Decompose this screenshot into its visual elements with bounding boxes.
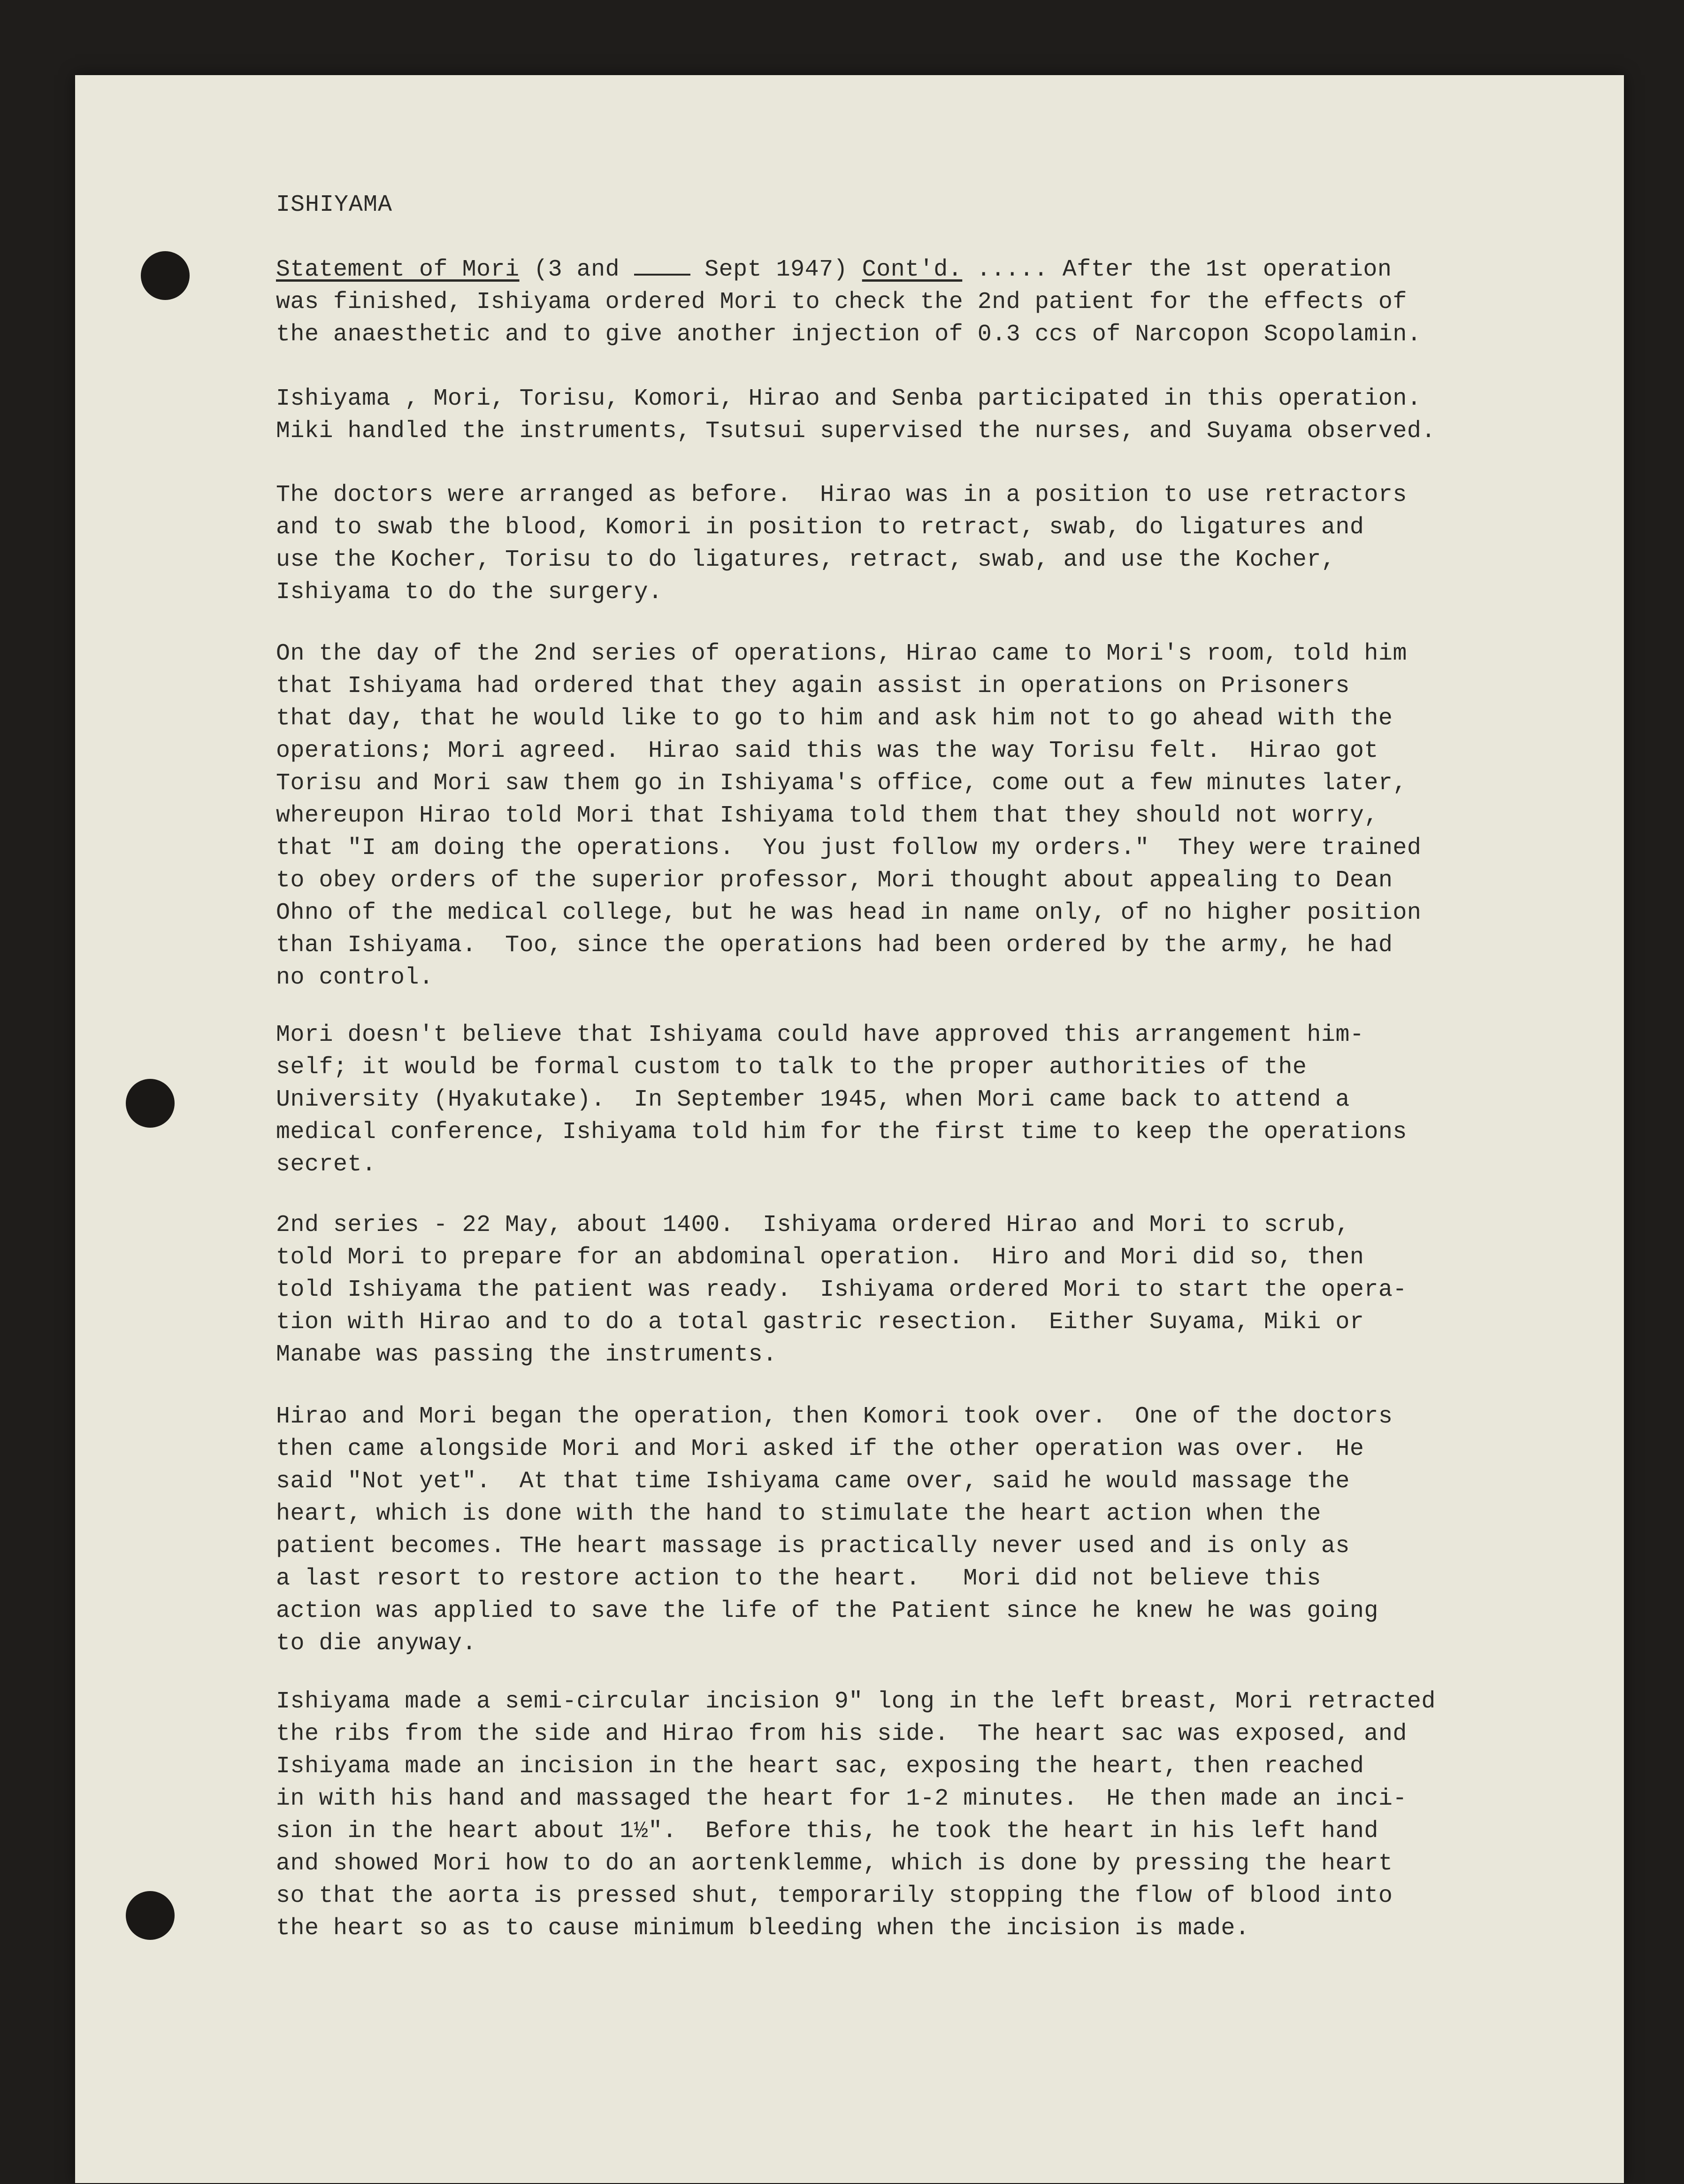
paragraph-line: to obey orders of the superior professor, Mori thought about appealing to Dean xyxy=(276,867,1393,894)
paragraph-incision xyxy=(276,1685,1600,1945)
paragraph-line: Ishiyama , Mori, Torisu, Komori, Hirao and Senba participated in this operation. xyxy=(276,385,1422,412)
paragraph-line: the heart so as to cause minimum bleeding when the incision is made. xyxy=(276,1915,1250,1942)
paragraph-line: Miki handled the instruments, Tsutsui supervised the nurses, and Suyama observed. xyxy=(276,418,1436,445)
paragraph-line: the ribs from the side and Hirao from his side. The heart sac was exposed, and xyxy=(276,1721,1407,1747)
paragraph-line: and to swab the blood, Komori in position to retract, swab, do ligatures and xyxy=(276,514,1364,541)
paragraph-arrangement xyxy=(276,479,1600,608)
paragraph-line: that day, that he would like to go to him and ask him not to go ahead with the xyxy=(276,705,1393,732)
paragraph-line: no control. xyxy=(276,964,434,991)
paragraph-line: Ishiyama made a semi-circular incision 9" long in the left breast, Mori retracted xyxy=(276,1688,1436,1715)
paragraph-second-series-day xyxy=(276,638,1600,994)
paragraph-line: was finished, Ishiyama ordered Mori to check the 2nd patient for the effects of xyxy=(276,289,1407,315)
paragraph-line: 2nd series - 22 May, about 1400. Ishiyama ordered Hirao and Mori to scrub, xyxy=(276,1212,1350,1238)
paragraph-line: operations; Mori agreed. Hirao said this was the way Torisu felt. Hirao got xyxy=(276,738,1378,764)
punch-hole xyxy=(126,1891,175,1940)
punch-hole xyxy=(141,251,190,300)
paragraph-line: Ishiyama to do the surgery. xyxy=(276,579,663,606)
paragraph-line: a last resort to restore action to the heart. Mori did not believe this xyxy=(276,1565,1321,1592)
paragraph-line: Ohno of the medical college, but he was head in name only, of no higher position xyxy=(276,900,1422,926)
paragraph-operation xyxy=(276,1400,1600,1660)
paragraph-line: tion with Hirao and to do a total gastric resection. Either Suyama, Miki or xyxy=(276,1309,1364,1336)
statement-date-a: (3 and xyxy=(519,256,634,283)
statement-date-b: Sept 1947) xyxy=(690,256,862,283)
paragraph-line: that Ishiyama had ordered that they again assist in operations on Prisoners xyxy=(276,673,1350,700)
paragraph-line xyxy=(276,254,1600,286)
paragraph-line: told Ishiyama the patient was ready. Ishiyama ordered Mori to start the opera- xyxy=(276,1277,1407,1303)
paragraph-line: to die anyway. xyxy=(276,1630,477,1657)
paragraph-line: whereupon Hirao told Mori that Ishiyama told them that they should not worry, xyxy=(276,802,1378,829)
paragraph-line: than Ishiyama. Too, since the operations had been ordered by the army, he had xyxy=(276,932,1393,959)
paragraph-line: and showed Mori how to do an aortenklemme, which is done by pressing the heart xyxy=(276,1850,1393,1877)
punch-hole xyxy=(126,1079,175,1128)
statement-title: Statement of Mori xyxy=(276,256,520,283)
paragraph-line: secret. xyxy=(276,1151,376,1178)
paragraph-line: patient becomes. THe heart massage is practically never used and is only as xyxy=(276,1533,1350,1560)
paragraph-line: medical conference, Ishiyama told him for the first time to keep the operations xyxy=(276,1119,1407,1146)
paragraph-second-series xyxy=(276,1209,1600,1371)
paragraph-line: University (Hyakutake). In September 1945, when Mori came back to attend a xyxy=(276,1086,1350,1113)
paragraph-participants xyxy=(276,383,1600,447)
paragraph-line: that "I am doing the operations. You just follow my orders." They were trained xyxy=(276,835,1422,861)
paragraph-line: so that the aorta is pressed shut, temporarily stopping the flow of blood into xyxy=(276,1883,1393,1909)
date-blank xyxy=(634,255,690,276)
paragraph-line: heart, which is done with the hand to stimulate the heart action when the xyxy=(276,1500,1321,1527)
paragraph-line: self; it would be formal custom to talk to the proper authorities of the xyxy=(276,1054,1307,1081)
paragraph-line: Mori doesn't believe that Ishiyama could have approved this arrangement him- xyxy=(276,1022,1364,1048)
paragraph-statement xyxy=(276,254,1600,351)
page-heading: ISHIYAMA xyxy=(276,192,393,218)
paragraph-line: Ishiyama made an incision in the heart sac, exposing the heart, then reached xyxy=(276,1753,1364,1780)
paragraph-line: Torisu and Mori saw them go in Ishiyama's office, come out a few minutes later, xyxy=(276,770,1407,797)
paragraph-line: the anaesthetic and to give another injection of 0.3 ccs of Narcopon Scopolamin. xyxy=(276,321,1422,348)
paragraph-line: sion in the heart about 1½". Before this, he took the heart in his left hand xyxy=(276,1818,1378,1845)
paragraph-line: The doctors were arranged as before. Hirao was in a position to use retractors xyxy=(276,482,1407,508)
contd-label: Cont'd. xyxy=(862,256,963,283)
paragraph-line: On the day of the 2nd series of operations, Hirao came to Mori's room, told him xyxy=(276,640,1407,667)
paragraph-text: ..... After the 1st operation xyxy=(962,256,1392,283)
paragraph-line: action was applied to save the life of the Patient since he knew he was going xyxy=(276,1598,1378,1624)
paragraph-line: Manabe was passing the instruments. xyxy=(276,1341,777,1368)
paragraph-line: said "Not yet". At that time Ishiyama came over, said he would massage the xyxy=(276,1468,1350,1495)
paragraph-approval xyxy=(276,1019,1600,1181)
paragraph-line: use the Kocher, Torisu to do ligatures, retract, swab, and use the Kocher, xyxy=(276,546,1336,573)
paragraph-line: in with his hand and massaged the heart for 1-2 minutes. He then made an inci- xyxy=(276,1785,1407,1812)
paragraph-line: Hirao and Mori began the operation, then Komori took over. One of the doctors xyxy=(276,1403,1393,1430)
paragraph-line: then came alongside Mori and Mori asked if the other operation was over. He xyxy=(276,1436,1364,1462)
paragraph-line: told Mori to prepare for an abdominal operation. Hiro and Mori did so, then xyxy=(276,1244,1364,1271)
